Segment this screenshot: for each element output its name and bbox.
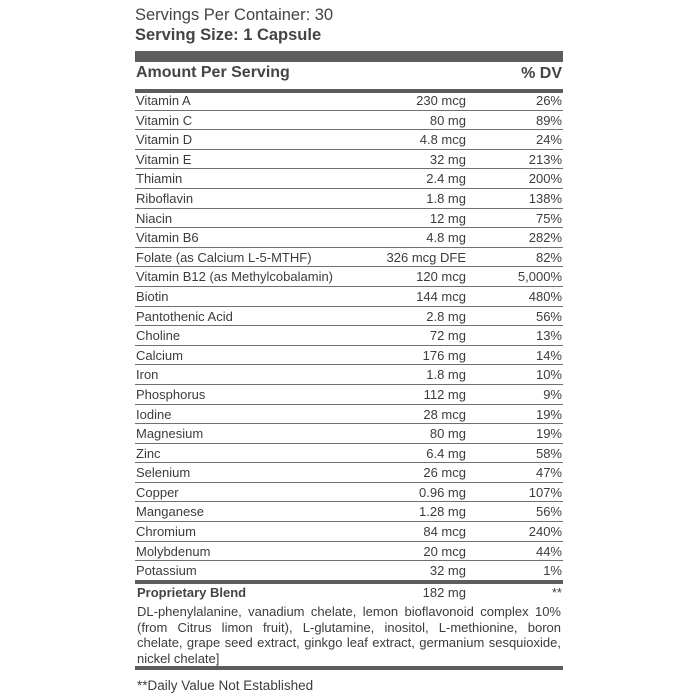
nutrient-amount: 6.4 mg <box>426 445 466 461</box>
nutrient-amount: 2.4 mg <box>426 171 466 187</box>
nutrient-amount: 2.8 mg <box>426 308 466 324</box>
nutrient-dv: 200% <box>528 171 562 187</box>
nutrient-dv: 480% <box>528 288 562 304</box>
nutrient-dv: 82% <box>535 249 562 265</box>
nutrient-amount: 0.96 mg <box>419 484 466 500</box>
nutrient-name: Chromium <box>136 524 196 540</box>
nutrient-name: Thiamin <box>136 171 183 187</box>
nutrient-row <box>135 189 563 209</box>
daily-value-heading: % DV <box>521 65 562 82</box>
proprietary-blend-dv: ** <box>551 585 562 600</box>
nutrient-amount: 230 mcg <box>416 93 466 108</box>
nutrient-amount: 32 mg <box>429 151 466 167</box>
nutrient-dv: 213% <box>528 151 562 167</box>
nutrient-row <box>135 483 563 503</box>
nutrient-dv: 89% <box>535 112 562 128</box>
nutrient-name: Folate (as Calcium L-5-MTHF) <box>136 249 312 265</box>
nutrient-dv: 107% <box>528 484 562 500</box>
bottom-divider-bar <box>135 666 563 670</box>
nutrient-row <box>135 130 563 150</box>
nutrient-name: Riboflavin <box>136 190 194 206</box>
nutrient-name: Vitamin D <box>136 132 193 148</box>
nutrient-name: Selenium <box>136 465 191 481</box>
nutrient-name: Pantothenic Acid <box>136 308 233 324</box>
nutrient-dv: 14% <box>535 347 562 363</box>
nutrient-row <box>135 522 563 542</box>
nutrient-dv: 10% <box>535 367 562 383</box>
nutrient-amount: 144 mcg <box>416 288 466 304</box>
nutrient-amount: 80 mg <box>429 426 466 442</box>
nutrient-dv: 24% <box>535 132 562 148</box>
proprietary-blend-ingredients: DL-phenylalanine, vanadium chelate, lemon bioflavonoid complex 10% (from Citrus limon fruit), L-glutamine, inositol, L-methionine, boron chelate, grape seed extract, ginkgo leaf extract, germanium sesquioxide, nickel chelate] <box>137 604 561 666</box>
nutrient-name: Manganese <box>136 504 204 520</box>
servings-per-container: Servings Per Container: 30 <box>135 6 334 24</box>
serving-size: Serving Size: 1 Capsule <box>135 26 322 44</box>
nutrient-dv: 75% <box>535 210 562 226</box>
nutrient-row <box>135 444 563 464</box>
nutrient-dv: 5,000% <box>517 269 562 285</box>
nutrient-row <box>135 365 563 385</box>
nutrient-dv: 282% <box>528 230 562 246</box>
nutrient-row <box>135 424 563 444</box>
nutrient-amount: 120 mcg <box>416 269 466 285</box>
nutrient-name: Calcium <box>136 347 183 363</box>
nutrient-dv: 9% <box>543 386 562 402</box>
nutrient-amount: 32 mg <box>429 563 466 579</box>
proprietary-blend-amount: 182 mg <box>422 585 466 600</box>
nutrient-amount: 326 mcg DFE <box>386 249 466 265</box>
nutrient-amount: 12 mg <box>429 210 466 226</box>
nutrient-dv: 56% <box>535 308 562 324</box>
proprietary-blend-title: Proprietary Blend <box>137 585 247 600</box>
nutrient-amount: 1.8 mg <box>426 367 466 383</box>
nutrient-name: Vitamin A <box>136 93 191 108</box>
nutrient-amount: 84 mcg <box>423 524 466 540</box>
nutrient-name: Choline <box>136 328 181 344</box>
nutrient-row <box>135 307 563 327</box>
amount-per-serving-heading: Amount Per Serving <box>136 64 290 81</box>
nutrient-name: Vitamin E <box>136 151 192 167</box>
nutrient-name: Vitamin B12 (as Methylcobalamin) <box>136 269 334 285</box>
nutrient-row <box>135 248 563 268</box>
nutrient-amount: 26 mcg <box>423 465 466 481</box>
nutrient-name: Magnesium <box>136 426 204 442</box>
nutrient-row <box>135 267 563 287</box>
nutrient-table <box>135 91 563 581</box>
nutrient-dv: 47% <box>535 465 562 481</box>
nutrient-name: Biotin <box>136 288 169 304</box>
nutrient-row <box>135 385 563 405</box>
nutrient-row <box>135 91 563 111</box>
nutrient-dv: 58% <box>535 445 562 461</box>
nutrient-row <box>135 111 563 131</box>
nutrient-amount: 1.28 mg <box>419 504 466 520</box>
nutrient-amount: 4.8 mg <box>426 230 466 246</box>
nutrient-amount: 28 mcg <box>423 406 466 422</box>
nutrient-dv: 19% <box>535 406 562 422</box>
nutrient-amount: 20 mcg <box>423 543 466 559</box>
nutrient-row <box>135 463 563 483</box>
nutrient-row <box>135 326 563 346</box>
nutrient-amount: 112 mg <box>423 386 466 402</box>
nutrient-name: Niacin <box>136 210 173 226</box>
nutrient-name: Vitamin B6 <box>136 230 199 246</box>
nutrient-row <box>135 346 563 366</box>
nutrient-row <box>135 542 563 562</box>
nutrient-dv: 44% <box>535 543 562 559</box>
nutrient-row <box>135 287 563 307</box>
nutrient-amount: 4.8 mcg <box>419 132 466 148</box>
footnote: **Daily Value Not Established <box>137 678 314 693</box>
nutrient-name: Phosphorus <box>136 386 206 402</box>
blend-divider-bar <box>135 580 563 584</box>
nutrient-row <box>135 169 563 189</box>
nutrient-dv: 13% <box>535 328 562 344</box>
nutrient-dv: 240% <box>528 524 562 540</box>
nutrient-dv: 138% <box>528 190 562 206</box>
nutrient-row <box>135 228 563 248</box>
nutrient-amount: 80 mg <box>429 112 466 128</box>
nutrient-row <box>135 150 563 170</box>
nutrient-amount: 72 mg <box>429 328 466 344</box>
nutrient-name: Iodine <box>136 406 172 422</box>
top-divider-bar <box>135 51 563 62</box>
nutrient-amount: 1.8 mg <box>426 190 466 206</box>
nutrient-row <box>135 561 563 581</box>
nutrient-dv: 26% <box>535 93 562 108</box>
nutrient-dv: 19% <box>535 426 562 442</box>
table-header <box>135 62 563 93</box>
nutrient-name: Vitamin C <box>136 112 193 128</box>
nutrient-row <box>135 209 563 229</box>
nutrient-amount: 176 mg <box>422 347 466 363</box>
nutrient-name: Molybdenum <box>136 543 211 559</box>
nutrient-dv: 56% <box>535 504 562 520</box>
nutrient-name: Copper <box>136 484 179 500</box>
nutrient-dv: 1% <box>543 563 562 579</box>
nutrient-row <box>135 405 563 425</box>
nutrient-name: Potassium <box>136 563 197 579</box>
nutrient-row <box>135 502 563 522</box>
nutrient-name: Zinc <box>136 445 161 461</box>
nutrient-name: Iron <box>136 367 159 383</box>
